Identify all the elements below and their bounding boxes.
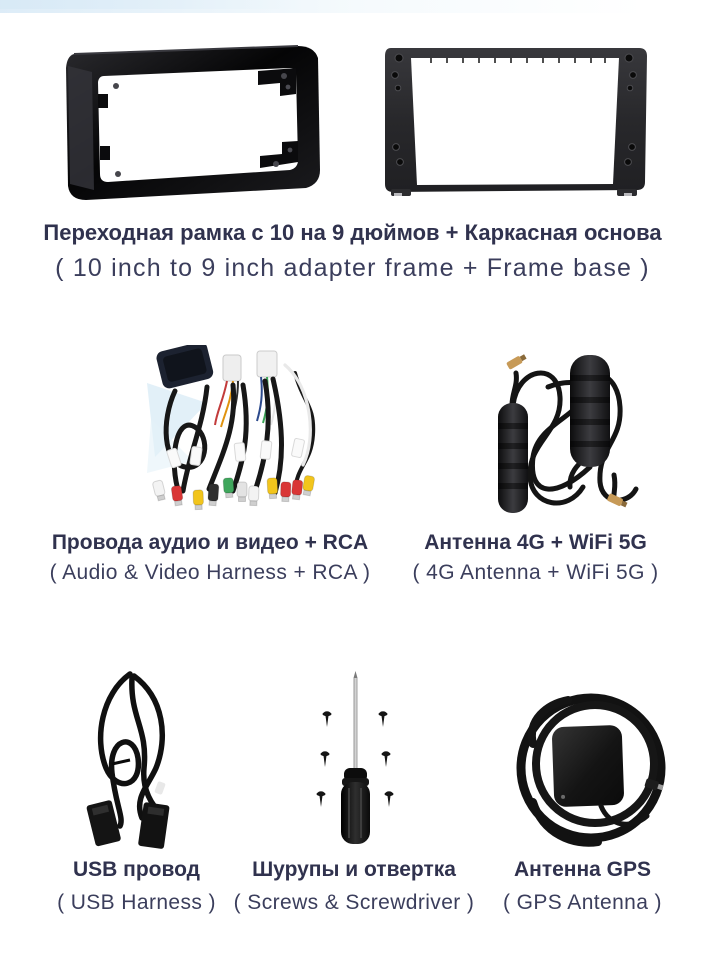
adapter-frame-graphic <box>52 42 326 204</box>
screwdriver-tip <box>354 671 358 678</box>
quadlock-connector <box>155 345 215 390</box>
gps-antenna-photo <box>513 684 668 852</box>
screws-screwdriver-graphic <box>313 670 398 848</box>
gps-caption-ru: Антенна GPS <box>513 858 652 881</box>
usb-caption-en: ( USB Harness ) <box>57 891 216 914</box>
screws-caption-ru: Шурупы и отвертка <box>252 858 456 881</box>
frames-title-ru: Переходная рамка с 10 на 9 дюймов + Каркасная основа <box>43 220 662 245</box>
antenna-4g-wifi-photo <box>488 347 658 517</box>
harness-caption-en: ( Audio & Video Harness + RCA ) <box>49 561 371 584</box>
antenna-module <box>498 403 528 513</box>
watermark-band <box>0 0 300 9</box>
harness-caption-ru: Провода аудио и видео + RCA <box>51 531 369 554</box>
frames-title-en: ( 10 inch to 9 inch adapter frame + Frame base ) <box>55 254 650 282</box>
screwdriver-handle <box>341 782 370 844</box>
sma-connector <box>506 353 527 370</box>
av-harness-graphic <box>145 345 320 517</box>
screws-caption-en: ( Screws & Screwdriver ) <box>233 891 475 914</box>
watermark-band <box>0 0 645 13</box>
screwdriver-shaft <box>354 678 358 770</box>
usb-harness-photo <box>72 668 202 853</box>
av-harness-photo <box>145 345 320 517</box>
usb-harness-graphic <box>72 668 202 853</box>
antenna-4g-caption-ru: Антенна 4G + WiFi 5G <box>424 531 647 554</box>
screws-screwdriver-photo <box>313 670 398 848</box>
frame-base-photo <box>377 42 653 199</box>
usb-connector <box>138 802 170 849</box>
adapter-frame-photo <box>52 42 326 204</box>
antenna-4g-wifi-graphic <box>488 347 658 517</box>
gps-puck <box>552 725 625 807</box>
frame-base-graphic <box>377 42 653 199</box>
usb-caption-ru: USB провод <box>72 858 201 881</box>
gps-antenna-graphic <box>513 684 668 852</box>
antenna-module <box>570 355 610 467</box>
antenna-4g-caption-en: ( 4G Antenna + WiFi 5G ) <box>412 561 659 584</box>
gps-caption-en: ( GPS Antenna ) <box>503 891 662 914</box>
